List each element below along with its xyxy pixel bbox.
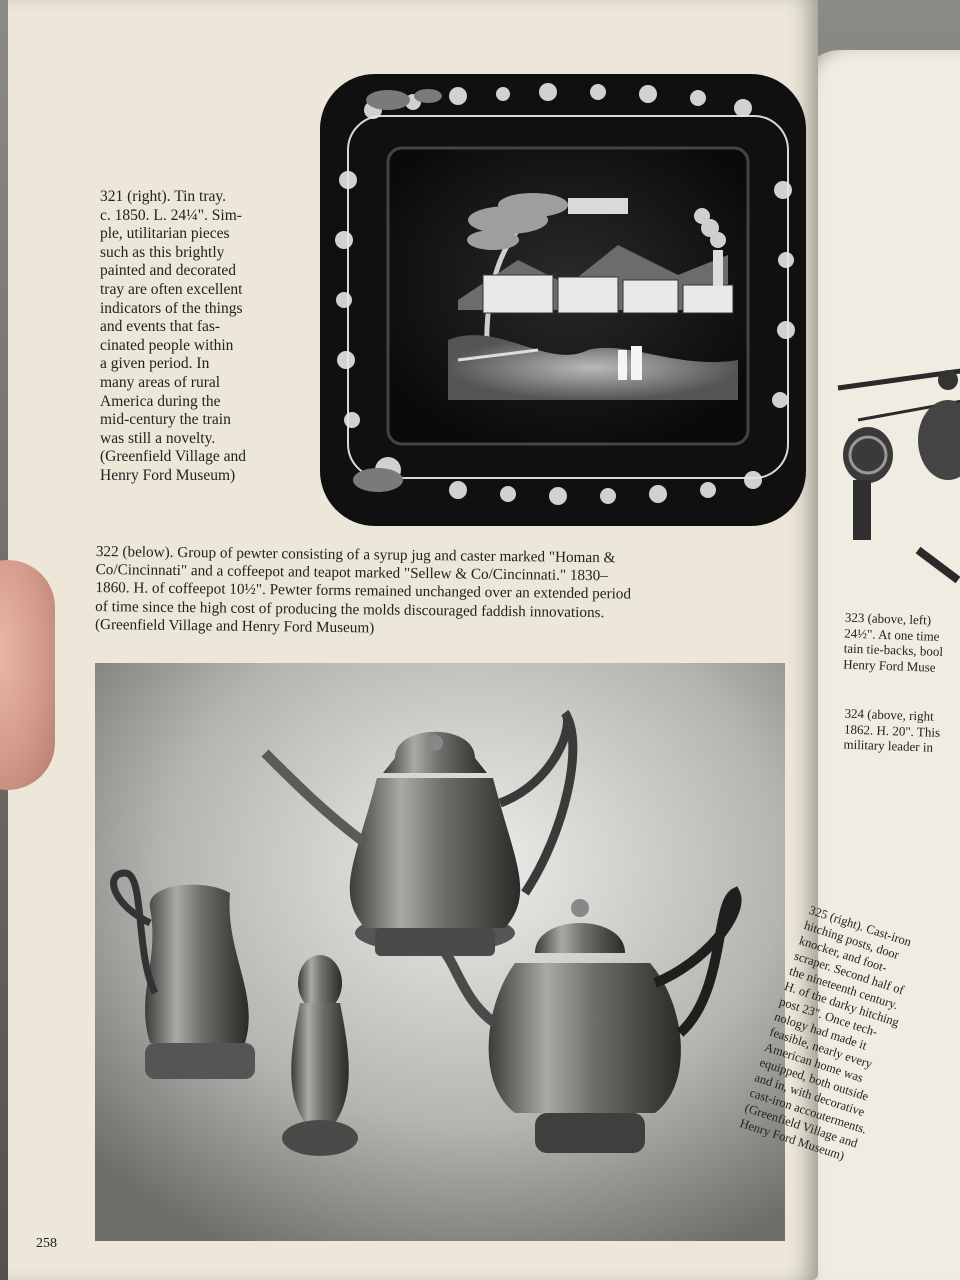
hitching-tools-photo bbox=[828, 340, 960, 590]
caption-322: 322 (below). Group of pewter consisting of a syrup jug and caster marked "Homan & Co/Cincinnati" and a coffeepot and teapot marked "Sellew & Co/Cincinnati." 1830– 1860. H. of coffeepot 10½". Pewter forms remained unchanged over an extended period of time since the high cost of producing the molds discouraged faddish innovations. (Greenfield Village and Henry Ford Museum) bbox=[94, 543, 632, 637]
pewter-group-photo bbox=[95, 663, 785, 1241]
caption-324: 324 (above, right 1862. H. 20". This military leader in bbox=[843, 705, 941, 755]
tin-tray-photo bbox=[318, 70, 808, 530]
page-number: 258 bbox=[36, 1236, 57, 1251]
caption-321: 321 (right). Tin tray. c. 1850. L. 24¼". Sim- ple, utilitarian pieces such as this brightly painted and decorated tray are often excellent indicators of the things and events that fas- cinated people within a given period. In many areas of rural America during the mid-century the train was still a novelty. (Greenfield Village and Henry Ford Museum) bbox=[100, 188, 246, 484]
thumb bbox=[0, 560, 55, 790]
caption-325: 325 (right). Cast-iron hitching posts, door knocker, and foot- scraper. Second half of the nineteenth century. H. of the darky hitching post 23". Once tech- nology had made it feasible, nearly every American home was equipped, both outside and in, with decorative cast-iron accouterments. (Greenfield Village and Henry Ford Museum) bbox=[738, 902, 914, 1163]
caption-323: 323 (above, left) 24½". At one time tain tie-backs, bool Henry Ford Muse bbox=[842, 609, 944, 675]
